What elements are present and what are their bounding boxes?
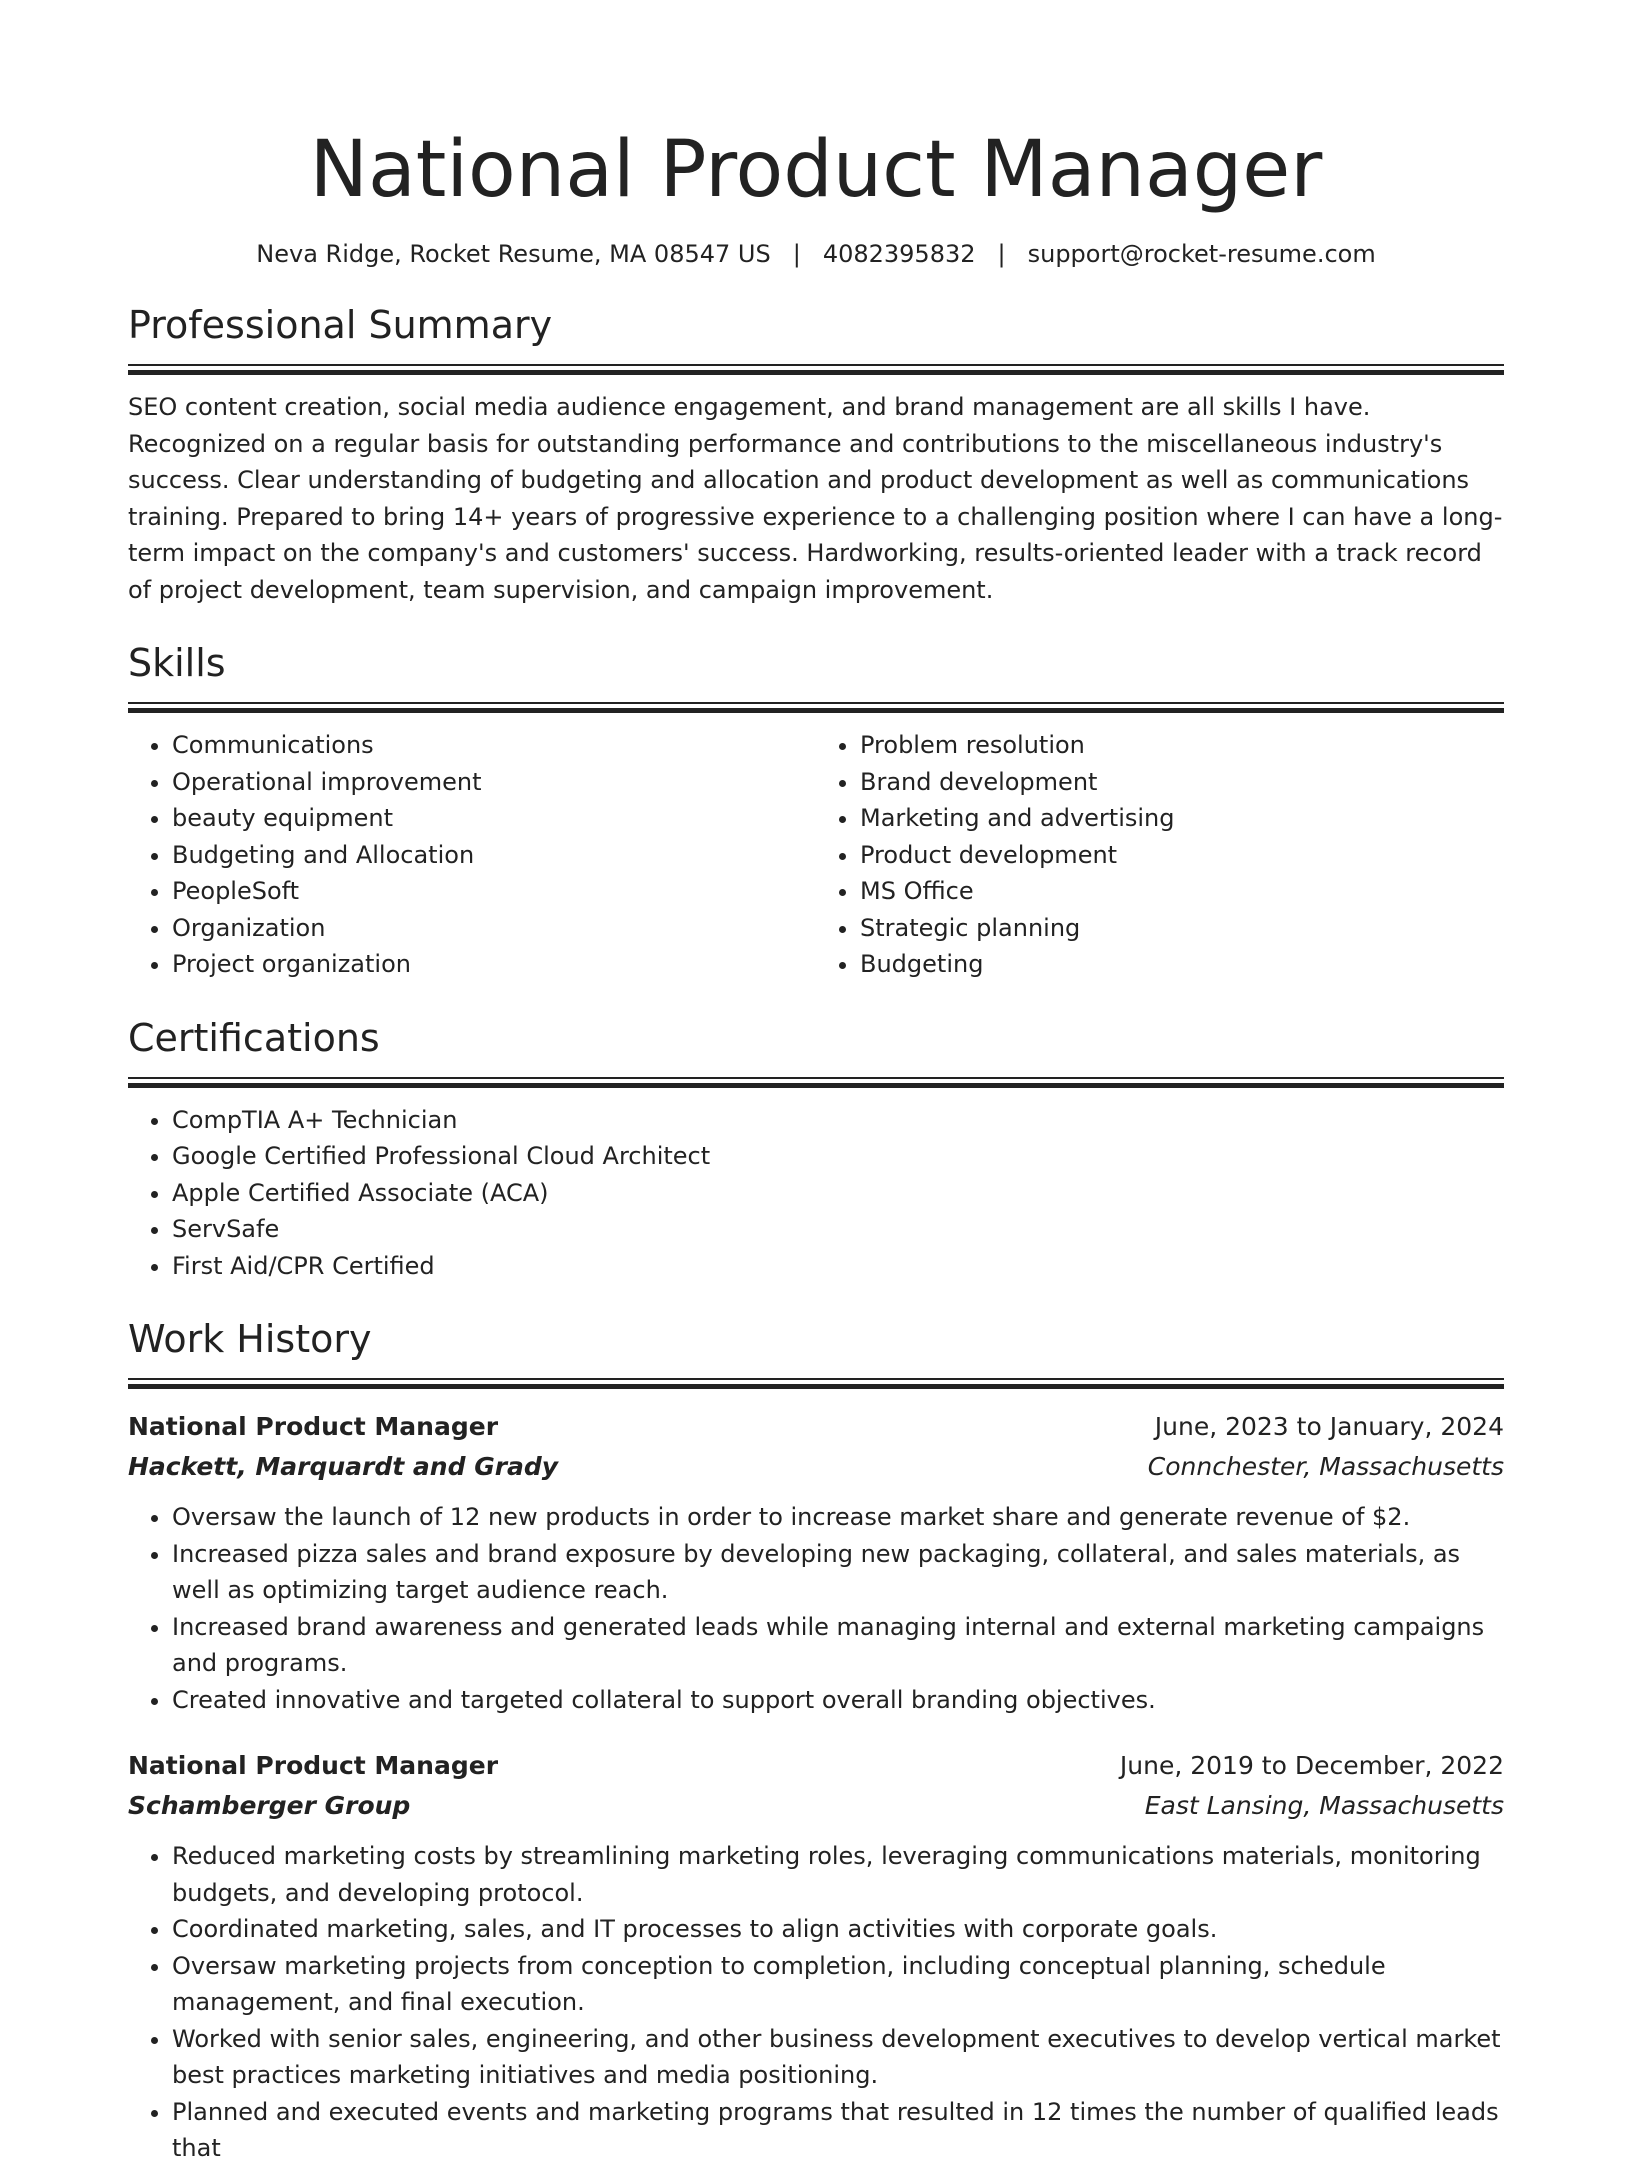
certification-item: • First Aid/CPR Certified bbox=[172, 1248, 1504, 1285]
skill-item: • Operational improvement bbox=[172, 764, 816, 801]
contact-line bbox=[128, 238, 1504, 270]
skills-grid bbox=[128, 727, 1504, 983]
skill-item: • Product development bbox=[860, 837, 1504, 874]
job-bullets bbox=[128, 1838, 1504, 2167]
job-entry bbox=[128, 1746, 1504, 2167]
job-dates: June, 2019 to December, 2022 bbox=[1119, 1751, 1504, 1780]
resume-title: National Product Manager bbox=[309, 125, 1323, 215]
skills-list-left bbox=[128, 727, 816, 983]
job-header-row bbox=[128, 1746, 1504, 1786]
section-heading-summary: Professional Summary bbox=[128, 303, 553, 347]
section-divider bbox=[128, 1077, 1504, 1088]
job-location: East Lansing, Massachusetts bbox=[1144, 1791, 1504, 1820]
certifications-list bbox=[128, 1102, 1504, 1285]
skill-item: • Budgeting bbox=[860, 946, 1504, 983]
job-bullets bbox=[128, 1499, 1504, 1718]
job-bullet: • Worked with senior sales, engineering, and other business development executives to develop vertical market best practices marketing initiatives and media positioning. bbox=[172, 2021, 1504, 2094]
contact-email[interactable]: support@rocket-resume.com bbox=[1027, 240, 1376, 268]
job-bullet: • Oversaw the launch of 12 new products in order to increase market share and generate revenue of $2. bbox=[172, 1499, 1504, 1536]
section-divider bbox=[128, 1378, 1504, 1389]
skills-list-right bbox=[816, 727, 1504, 983]
skill-item: • Project organization bbox=[172, 946, 816, 983]
skill-item: • Problem resolution bbox=[860, 727, 1504, 764]
summary-section bbox=[128, 302, 1504, 608]
section-divider bbox=[128, 364, 1504, 375]
section-divider bbox=[128, 702, 1504, 713]
certification-item: • ServSafe bbox=[172, 1211, 1504, 1248]
job-company: Hackett, Marquardt and Grady bbox=[128, 1452, 559, 1481]
contact-phone: 4082395832 bbox=[822, 240, 976, 268]
job-bullet: • Increased brand awareness and generated leads while managing internal and external marketing campaigns and programs. bbox=[172, 1609, 1504, 1682]
skill-item: • MS Office bbox=[860, 873, 1504, 910]
job-title: National Product Manager bbox=[128, 1751, 499, 1780]
summary-text: SEO content creation, social media audience engagement, and brand management are all skills I have. Recognized on a regular basis for outstanding performance and contributions to the miscellaneous industry's success. Clear understanding of budgeting and allocation and product development as well as communications training. Prepared to bring 14+ years of progressive experience to a challenging position where I can have a long-term impact on the company's and customers' success. Hardworking, results-oriented leader with a track record of project development, team supervision, and campaign improvement. bbox=[128, 393, 1503, 604]
contact-address: Neva Ridge, Rocket Resume, MA 08547 US bbox=[256, 240, 771, 268]
certification-item: • Google Certified Professional Cloud Architect bbox=[172, 1138, 1504, 1175]
job-dates: June, 2023 to January, 2024 bbox=[1154, 1412, 1504, 1441]
section-heading-work-history: Work History bbox=[128, 1317, 372, 1361]
skill-item: • Communications bbox=[172, 727, 816, 764]
work-history-section bbox=[128, 1316, 1504, 2167]
contact-separator: | bbox=[997, 240, 1006, 268]
job-header-row bbox=[128, 1407, 1504, 1447]
skill-item: • beauty equipment bbox=[172, 800, 816, 837]
skill-item: • Strategic planning bbox=[860, 910, 1504, 947]
job-location: Connchester, Massachusetts bbox=[1147, 1452, 1504, 1481]
skill-item: • Marketing and advertising bbox=[860, 800, 1504, 837]
job-bullet: • Planned and executed events and marketing programs that resulted in 12 times the number of qualified leads that bbox=[172, 2094, 1504, 2167]
job-bullet: • Oversaw marketing projects from conception to completion, including conceptual planning, schedule management, and final execution. bbox=[172, 1948, 1504, 2021]
skill-item: • Brand development bbox=[860, 764, 1504, 801]
certification-item: • Apple Certified Associate (ACA) bbox=[172, 1175, 1504, 1212]
skill-item: • Budgeting and Allocation bbox=[172, 837, 816, 874]
resume-content bbox=[128, 120, 1504, 2167]
job-bullet: • Reduced marketing costs by streamlining marketing roles, leveraging communications materials, monitoring budgets, and developing protocol. bbox=[172, 1838, 1504, 1911]
job-bullet: • Coordinated marketing, sales, and IT processes to align activities with corporate goals. bbox=[172, 1911, 1504, 1948]
section-heading-certifications: Certifications bbox=[128, 1015, 380, 1060]
job-company-row bbox=[128, 1786, 1504, 1826]
skill-item: • Organization bbox=[172, 910, 816, 947]
job-bullet: • Increased pizza sales and brand exposure by developing new packaging, collateral, and sales materials, as well as optimizing target audience reach. bbox=[172, 1536, 1504, 1609]
certifications-section bbox=[128, 1015, 1504, 1285]
job-bullet: • Created innovative and targeted collateral to support overall branding objectives. bbox=[172, 1682, 1504, 1719]
skills-section bbox=[128, 640, 1504, 983]
job-entry bbox=[128, 1407, 1504, 1718]
skill-item: • PeopleSoft bbox=[172, 873, 816, 910]
job-title: National Product Manager bbox=[128, 1412, 499, 1441]
contact-separator: | bbox=[792, 240, 801, 268]
certification-item: • CompTIA A+ Technician bbox=[172, 1102, 1504, 1139]
job-company: Schamberger Group bbox=[128, 1791, 411, 1820]
job-company-row bbox=[128, 1447, 1504, 1487]
section-heading-skills: Skills bbox=[128, 641, 226, 685]
